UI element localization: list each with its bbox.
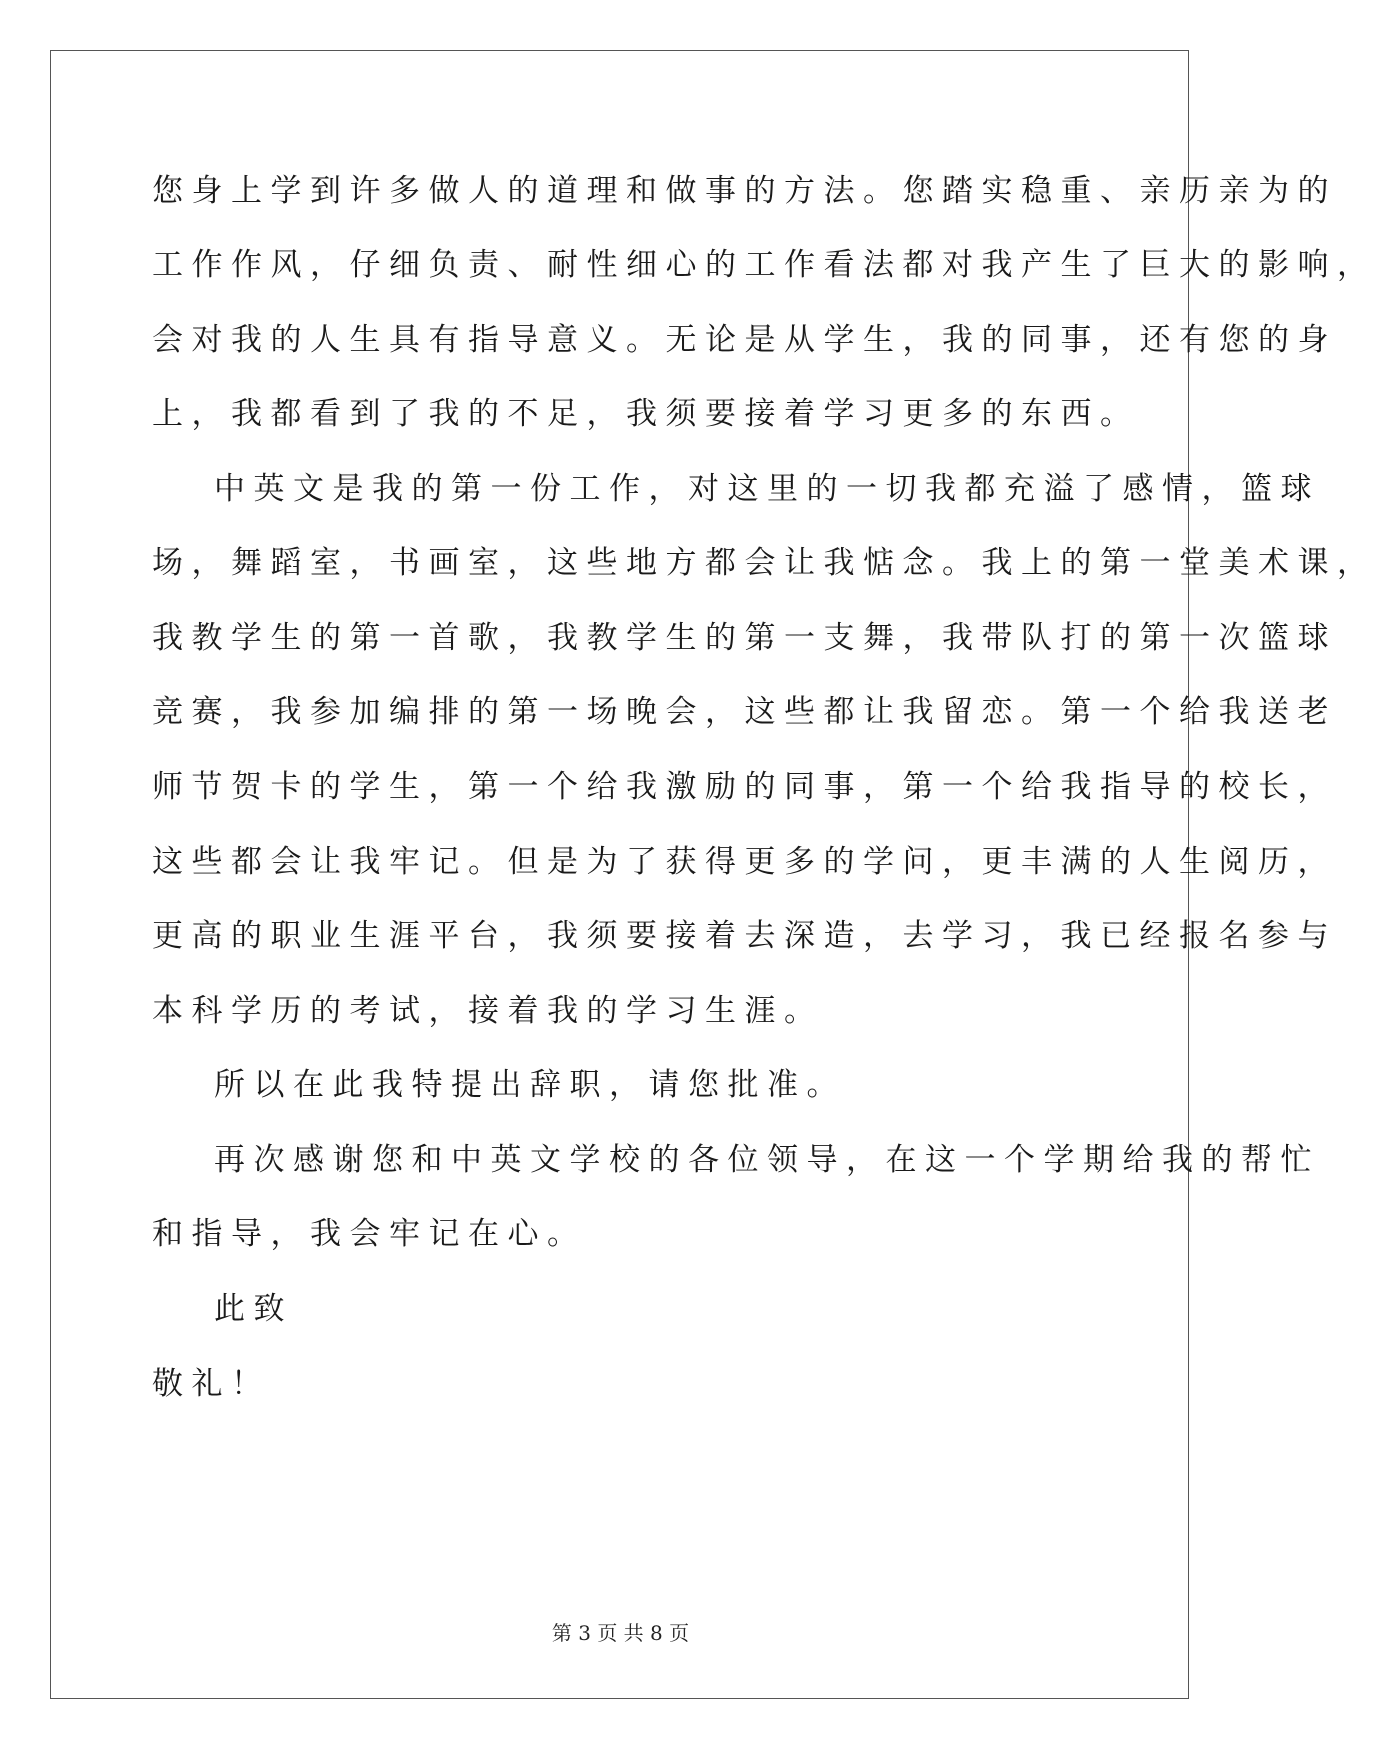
text-line: 本科学历的考试，接着我的学习生涯。	[152, 993, 824, 1029]
text-line: 会对我的人生具有指导意义。无论是从学生，我的同事，还有您的身	[152, 322, 1337, 358]
paragraph-start-line: 所以在此我特提出辞职，请您批准。	[214, 1067, 846, 1103]
closing-regards: 敬礼！	[152, 1366, 271, 1402]
text-line: 我教学生的第一首歌，我教学生的第一支舞，我带队打的第一次篮球	[152, 620, 1337, 656]
text-line: 这些都会让我牢记。但是为了获得更多的学问，更丰满的人生阅历，	[152, 844, 1337, 880]
text-line: 师节贺卡的学生，第一个给我激励的同事，第一个给我指导的校长，	[152, 769, 1337, 805]
text-line: 和指导，我会牢记在心。	[152, 1216, 587, 1252]
text-line: 上，我都看到了我的不足，我须要接着学习更多的东西。	[152, 396, 1140, 432]
text-line: 场，舞蹈室，书画室，这些地方都会让我惦念。我上的第一堂美术课，	[152, 545, 1377, 581]
text-line: 您身上学到许多做人的道理和做事的方法。您踏实稳重、亲历亲为的	[152, 173, 1337, 209]
closing-salutation: 此致	[214, 1291, 293, 1327]
paragraph-start-line: 中英文是我的第一份工作，对这里的一切我都充溢了感情，篮球	[214, 471, 1320, 507]
text-line: 更高的职业生涯平台，我须要接着去深造，去学习，我已经报名参与	[152, 918, 1337, 954]
text-line: 竞赛，我参加编排的第一场晚会，这些都让我留恋。第一个给我送老	[152, 694, 1337, 730]
page-number: 第 3 页 共 8 页	[551, 1621, 690, 1645]
paragraph-start-line: 再次感谢您和中英文学校的各位领导，在这一个学期给我的帮忙	[214, 1142, 1320, 1178]
text-line: 工作作风，仔细负责、耐性细心的工作看法都对我产生了巨大的影响，	[152, 247, 1377, 283]
